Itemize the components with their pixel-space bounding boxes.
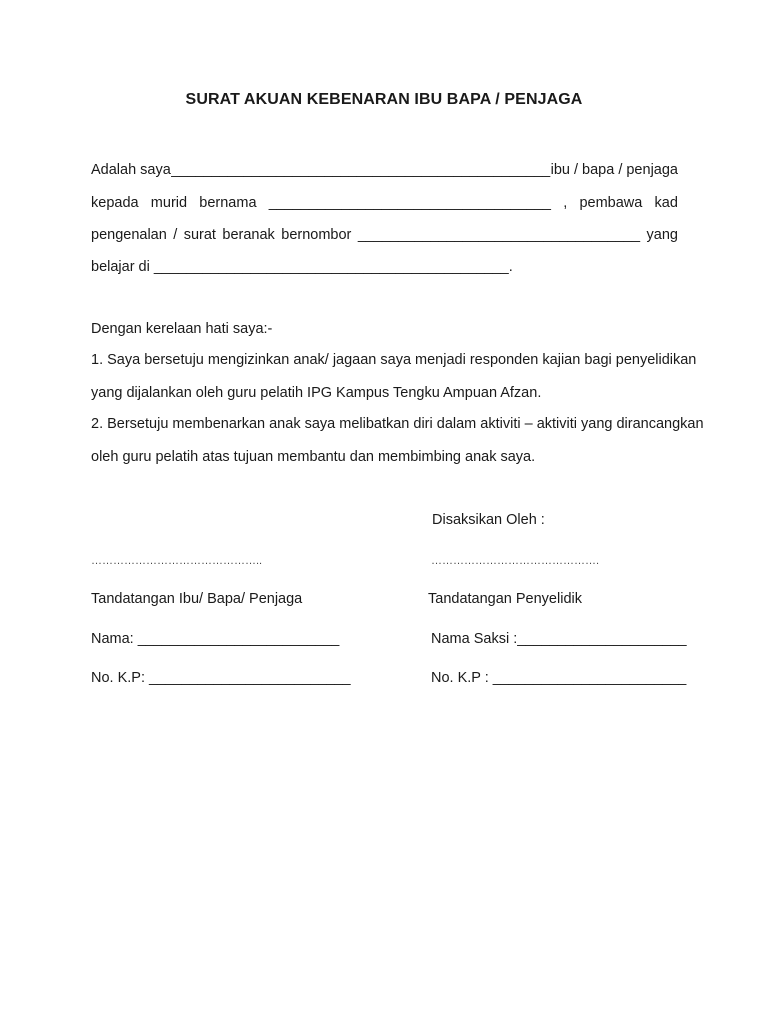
parent-name-blank: _______________________________________________ [171,162,551,178]
witnessed-by-label: Disaksikan Oleh : [432,512,545,528]
declaration-word: beranak [222,227,275,243]
document-title: SURAT AKUAN KEBENARAN IBU BAPA / PENJAGA [185,91,583,108]
declaration-word: ibu / bapa / penjaga [550,162,678,178]
parent-signature-line: ……………………………………….. [91,555,263,567]
ic-number-blank: ___________________________________ [357,227,641,243]
declaration-word: murid [150,195,188,211]
consent-item-1-line-2: yang dijalankan oleh guru pelatih IPG Kampus Tengku Ampuan Afzan. [91,385,542,401]
declaration-word: pengenalan [91,227,167,243]
student-name-blank: ___________________________________ [268,195,551,211]
witness-ic-field: No. K.P : ________________________ [431,670,687,686]
declaration-word: Adalah saya [91,162,171,178]
declaration-line-2 [91,195,678,211]
declaration-word: kepada [91,195,139,211]
declaration-line-3 [91,227,678,243]
researcher-signature-line: ………………………………………. [431,555,600,567]
parent-name-field: Nama: _________________________ [91,631,340,647]
declaration-word: surat [183,227,216,243]
declaration-word: bernombor [281,227,352,243]
declaration-word: bernama [199,195,257,211]
declaration-word: / [173,227,178,243]
consent-item-2-line-2: oleh guru pelatih atas tujuan membantu dan membimbing anak saya. [91,449,536,465]
declaration-word: kad [654,195,678,211]
declaration-line-1 [91,162,678,178]
declaration-word: pembawa [579,195,643,211]
declaration-word: yang [646,227,678,243]
school-blank-line: belajar di ____________________________________________. [91,259,513,275]
researcher-signature-label: Tandatangan Penyelidik [428,591,582,607]
witness-name-field: Nama Saksi :_____________________ [431,631,687,647]
consent-intro: Dengan kerelaan hati saya:- [91,321,273,337]
consent-item-2-line-1: 2. Bersetuju membenarkan anak saya melibatkan diri dalam aktiviti – aktiviti yang dirancangkan [91,416,704,432]
parent-signature-label: Tandatangan Ibu/ Bapa/ Penjaga [91,591,303,607]
parent-ic-field: No. K.P: _________________________ [91,670,351,686]
declaration-word: , [563,195,568,211]
consent-item-1-line-1: 1. Saya bersetuju mengizinkan anak/ jagaan saya menjadi responden kajian bagi penyelidikan [91,352,697,368]
